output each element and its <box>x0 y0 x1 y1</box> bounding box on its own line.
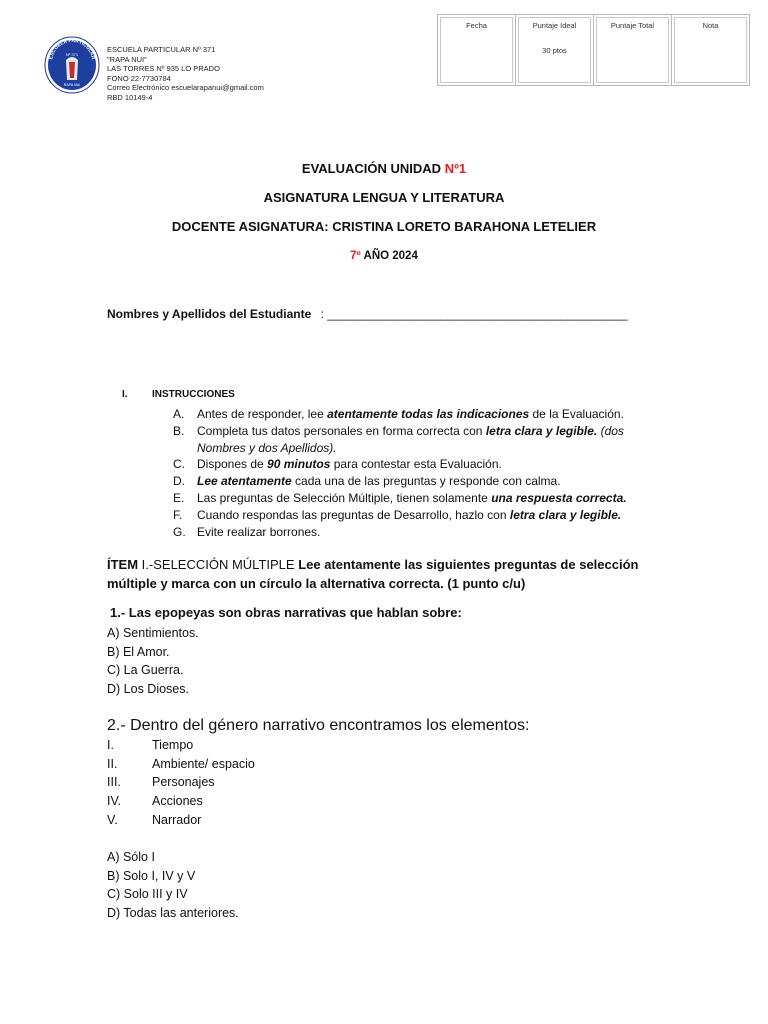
instruction-letter: C. <box>173 457 185 472</box>
instructions-heading: I. INSTRUCCIONES <box>122 389 235 400</box>
student-name-blank[interactable]: _____________________________________________ <box>327 307 628 321</box>
instruction-letter: D. <box>173 474 185 489</box>
list-item: II. Ambiente/ espacio <box>107 756 255 771</box>
question-1 <box>110 605 462 620</box>
question-2-title: 2.- Dentro del género narrativo encontramos los elementos: <box>107 717 530 734</box>
question-2-options <box>107 848 239 923</box>
school-name: ESCUELA PARTICULAR Nº 371 <box>107 45 216 54</box>
grade-year-title: 7º AÑO 2024 <box>350 250 418 262</box>
ideal-score-value: 30 ptos <box>542 46 567 55</box>
school-email: Correo Electrónico escuelarapanui@gmail.com <box>107 83 264 93</box>
question-1-options <box>107 624 199 699</box>
school-nickname: "RAPA NUI" <box>107 54 147 64</box>
subject-title: ASIGNATURA LENGUA Y LITERATURA <box>263 190 505 205</box>
instruction-text: Completa tus datos personales en forma correcta con letra clara y legible. (dos Nombres y dos Apellidos). <box>197 423 624 455</box>
instruction-letter: F. <box>173 507 183 522</box>
instruction-letter: A. <box>173 407 185 421</box>
logo-bottom-text: RAPA NUI <box>63 83 81 87</box>
student-name-label: Nombres y Apellidos del Estudiante <box>107 307 312 321</box>
instruction-text: Antes de responder, lee atentamente todas las indicaciones de la Evaluación. <box>197 407 624 421</box>
option[interactable]: D) Los Dioses. <box>107 682 189 697</box>
total-score-cell[interactable]: Puntaje Total <box>594 15 672 86</box>
list-item: I. Tiempo <box>107 738 194 752</box>
option[interactable]: D) Todas las anteriores. <box>107 906 239 921</box>
option[interactable]: C) Solo III y IV <box>107 887 188 902</box>
logo-number: Nº 371 <box>65 52 79 57</box>
option[interactable]: B) Solo I, IV y V <box>107 868 196 883</box>
instruction-letter: G. <box>173 524 186 539</box>
instruction-item <box>173 406 663 423</box>
school-info <box>107 45 264 103</box>
instruction-text: Las preguntas de Selección Múltiple, tienen solamente una respuesta correcta. <box>197 490 627 505</box>
grade-table <box>437 14 750 86</box>
option[interactable]: B) El Amor. <box>107 644 170 659</box>
instruction-letter: E. <box>173 490 185 505</box>
instruction-item <box>173 423 663 457</box>
question-2-elements <box>107 736 255 830</box>
school-address: LAS TORRES Nº 935 LO PRADO <box>107 64 220 74</box>
option[interactable]: A) Sólo I <box>107 850 155 864</box>
date-cell[interactable]: Fecha <box>438 15 516 86</box>
instruction-item <box>173 507 663 524</box>
instruction-text: Evite realizar borrones. <box>197 524 321 539</box>
instruction-item <box>173 456 663 473</box>
ideal-score-cell: Puntaje Ideal 30 ptos <box>516 15 594 86</box>
teacher-title: DOCENTE ASIGNATURA: CRISTINA LORETO BARAHONA LETELIER <box>171 219 597 234</box>
instruction-item <box>173 524 663 541</box>
list-item: III. Personajes <box>107 775 215 790</box>
instruction-text: Cuando respondas las preguntas de Desarrollo, hazlo con letra clara y legible. <box>197 507 622 522</box>
grade-cell[interactable]: Nota <box>672 15 750 86</box>
option[interactable]: A) Sentimientos. <box>107 626 199 640</box>
instructions-list <box>173 406 663 540</box>
instruction-text: Lee atentamente cada una de las preguntas y responde con calma. <box>197 474 561 489</box>
list-item: V. Narrador <box>107 812 202 827</box>
instruction-text: Dispones de 90 minutos para contestar esta Evaluación. <box>197 457 502 472</box>
list-item: IV. Acciones <box>107 794 203 809</box>
question-1-title: 1.- Las epopeyas son obras narrativas que hablan sobre: <box>110 605 462 620</box>
evaluation-title: EVALUACIÓN UNIDAD Nº1 <box>301 161 467 176</box>
student-name-field[interactable]: Nombres y Apellidos del Estudiante : _____________________________________________ <box>107 307 628 321</box>
school-phone: FONO 22-7730784 <box>107 73 171 83</box>
instruction-item <box>173 473 663 490</box>
school-logo <box>44 36 100 94</box>
instruction-item <box>173 490 663 507</box>
item-heading: ÍTEM I.-SELECCIÓN MÚLTIPLE Lee atentamente las siguientes preguntas de selección múltiple y marca con un círculo la alternativa correcta. (1 punto c/u) <box>107 557 639 591</box>
option[interactable]: C) La Guerra. <box>107 663 184 678</box>
instruction-letter: B. <box>173 423 185 438</box>
logo-arc-text: ESCUELA PARTICULAR <box>48 37 96 60</box>
school-rbd: RBD 10149-4 <box>107 92 153 102</box>
